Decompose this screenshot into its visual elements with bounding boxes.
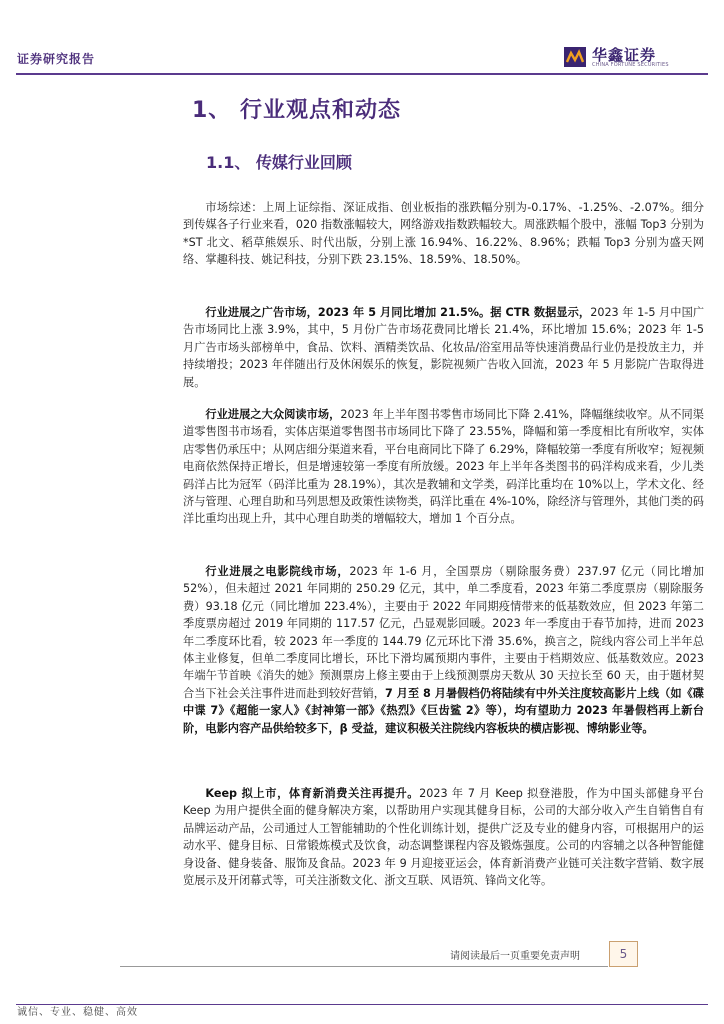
paragraph-lead: 行业进展之大众阅读市场， xyxy=(205,408,341,421)
paragraph-market-overview: 市场综述：上周上证综指、深证成指、创业板指的涨跌幅分别为-0.17%、-1.25%、-2.07%。细分到传媒各子行业来看，020 指数涨幅较大，网络游戏指数跌幅较大。周涨跌幅个股中，涨幅 Top3 分别为*ST 北文、稻草熊娱乐、时代出版，分别上涨 16.94%、16.22%、8.96%；跌幅 Top3 分别为盛天网络、掌趣科技、姚记科技，分别下跌 23.15%、18.59%、18.50%。 xyxy=(183,201,704,267)
header-report-type: 证券研究报告 xyxy=(17,52,96,66)
section-subtitle: 1.1、 传媒行业回顾 xyxy=(206,153,352,172)
paragraph-lead: 行业进展之电影院线市场， xyxy=(205,565,350,578)
paragraph-advertising: 行业进展之广告市场，2023 年 5 月同比增加 21.5%。据 CTR 数据显示，2023 年 1-5 月中国广告市场同比上涨 3.9%，其中，5 月份广告市场花费同比增长 21.4%，环比增加 15.6%；2023 年 1-5 月广告市场头部榜单中，食品、饮料、酒精类饮品、化妆品/浴室用品等快速消费品行业仍是投放主力，并持续增投；2023 年伴随出行及休闲娱乐的恢复，影院视频广告收入回流，2023 年 5 月影院广告取得进展。 xyxy=(183,306,705,389)
paragraph-cinema: 行业进展之电影院线市场，2023 年 1-6 月，全国票房（剔除服务费）237.97 亿元（同比增加 52%），但未超过 2021 年同期的 250.29 亿元，其中，单二季度看，2023 年第二季度票房（剔除服务费）93.18 亿元（同比增加 223.4%），主要由于 2022 年同期疫情带来的低基数效应，但 2023 年第二季度票房超过 2019 年同期的 117.57 亿元，凸显观影回暖。2023 年一季度由于春节加持，进而 2023 年二季度环比看，较 2023 年一季度的 144.79 亿元环比下滑 35.6%，换言之，院线内容公司上半年总体主业修复，但单二季度同比增长，环比下滑均属预期内事件，主要由于档期效应、低基数效应。2023 年端午节首映《消失的她》预测票房上修主要由于上线预测票房天数从 30 天拉长至 60 天，由于题材契合当下社会关注事件进而赴到较好营销，7 月至 8 月暑假档仍将陆续有中外关注度较高影片上线（如《碟中谍 7》《超能一家人》《封神第一部》《热烈》《巨齿鲨 2》等），均有望助力 2023 年暑假档再上新台阶，电影内容产品供给较多下，β 受益，建议积极关注院线内容板块的横店影视、博纳影业等。 xyxy=(183,565,704,735)
logo-mark-icon xyxy=(564,47,586,67)
company-logo xyxy=(564,44,714,72)
logo-text-en: CHINA FORTUNE SECURITIES xyxy=(592,62,669,68)
header-divider xyxy=(16,73,708,75)
footer-disclaimer: 请阅读最后一页重要免责声明 xyxy=(450,951,580,962)
page-number: 5 xyxy=(609,941,638,967)
paragraph-lead: 行业进展之广告市场，2023 年 5 月同比增加 21.5%。据 CTR 数据显示， xyxy=(205,306,591,319)
paragraph-keep: Keep 拟上市，体育新消费关注再提升。2023 年 7 月 Keep 拟登港股，作为中国头部健身平台 Keep 为用户提供全面的健身解决方案，以帮助用户实现其健身目标，公司的大部分收入产生自销售自有品牌运动产品，公司通过人工智能辅助的个性化训练计划，提供广泛及专业的健身内容，可根据用户的运动水平、健身目标、日常锻炼模式及饮食，动态调整课程内容及锻炼强度。公司的内容辅之以各种智能健身设备、健身装备、服饰及食品。2023 年 9 月迎接亚运会，体育新消费产业链可关注数字营销、数字展览展示及开闭幕式等，可关注浙数文化、浙文互联、风语筑、锋尚文化等。 xyxy=(183,787,704,888)
paragraph-highlight: 7 月至 8 月暑假档仍将陆续有中外关注度较高影片上线（如《碟中谍 7》《超能一家人》《封神第一部》《热烈》《巨齿鲨 2》等），均有望助力 2023 年暑假档再上新台阶，电影内容产品供给较多下，β 受益，建议积极关注院线内容板块的横店影视、博纳影业等。 xyxy=(183,686,704,735)
footer-slogan: 诚信、专业、稳健、高效 xyxy=(17,1007,138,1018)
section-title: 1、 行业观点和动态 xyxy=(192,98,401,123)
paragraph-reading: 行业进展之大众阅读市场，2023 年上半年图书零售市场同比下降 2.41%，降幅继续收窄。从不同渠道零售图书市场看，实体店渠道零售图书市场同比下降了 23.55%，降幅和第一季度相比有所收窄，实体店零售仍承压中；从网店细分渠道来看，平台电商同比下降了 6.29%，降幅较第一季度有所收窄；短视频电商依然保持正增长，但是增速较第一季度有所放缓。2023 年上半年各类图书的码洋构成来看，少儿类码洋占比为冠军（码洋比重为 28.19%），其次是教辅和文学类，码洋比重均在 10%以上，学术文化、经济与管理、心理自助和马列思想及政策性读物类，码洋比重在 4%-10%，除经济与管理外，其他门类的码洋比重均出现上升，其中心理自助类的增幅较大，增加 1 个百分点。 xyxy=(183,408,704,526)
paragraph-lead: Keep 拟上市，体育新消费关注再提升。 xyxy=(205,787,420,800)
footer-divider xyxy=(120,966,608,967)
logo-text-cn: 华鑫证券 xyxy=(592,46,657,64)
